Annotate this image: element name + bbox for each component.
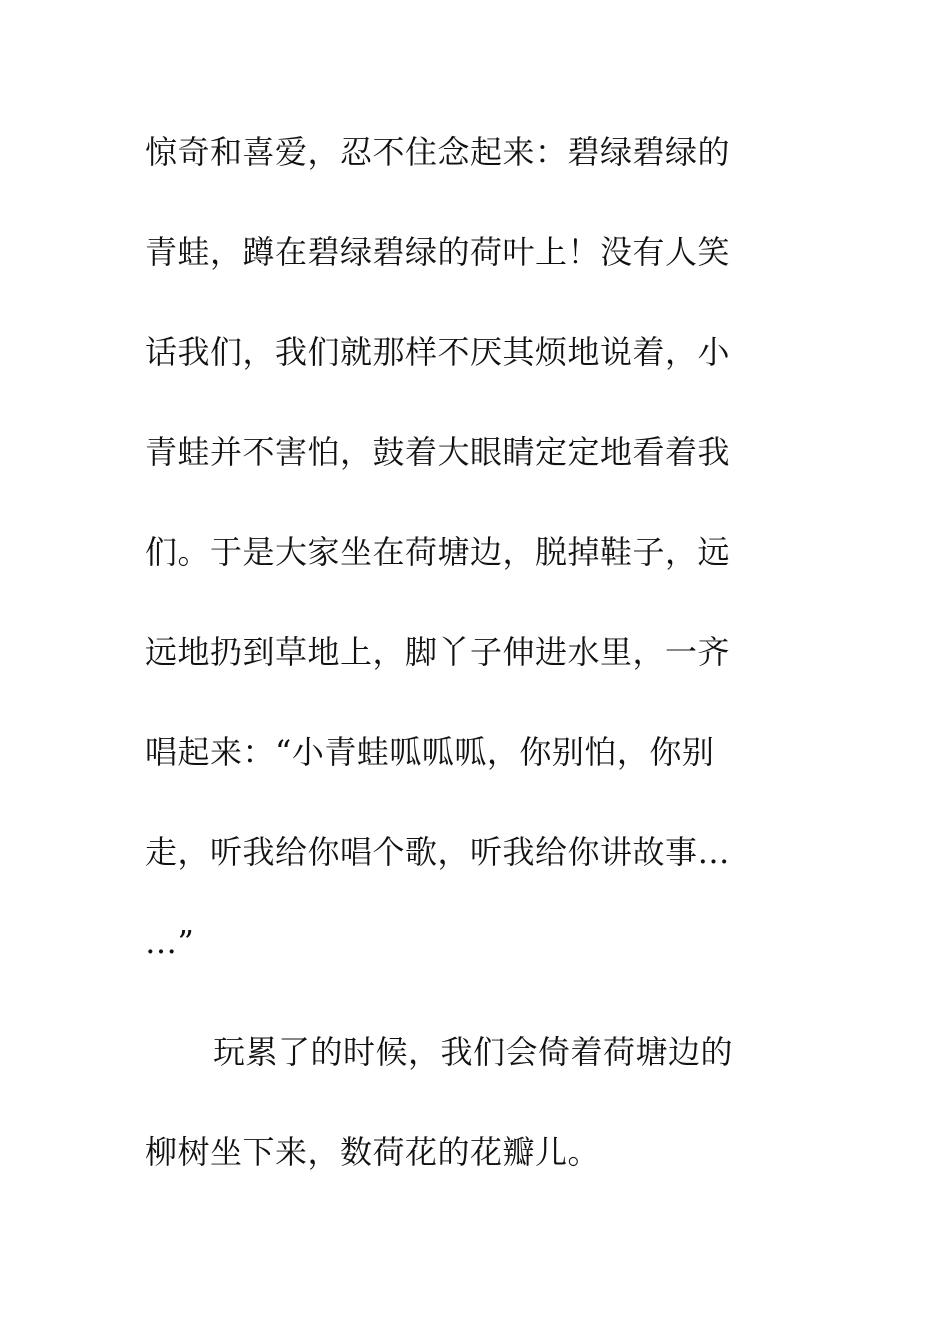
- paragraph-line: 青蛙并不害怕，鼓着大眼睛定定地看着我: [145, 433, 731, 471]
- paragraph-line: 惊奇和喜爱，忍不住念起来：碧绿碧绿的: [145, 133, 731, 171]
- paragraph-line: 柳树坐下来，数荷花的花瓣儿。: [145, 1133, 601, 1171]
- paragraph-line: 青蛙，蹲在碧绿碧绿的荷叶上！没有人笑: [145, 233, 731, 271]
- paragraph-line: 远地扔到草地上，脚丫子伸进水里，一齐: [145, 633, 731, 671]
- paragraph-line: …”: [145, 923, 195, 961]
- paragraph-line: 话我们，我们就那样不厌其烦地说着，小: [145, 333, 731, 371]
- paragraph-line: 们。于是大家坐在荷塘边，脱掉鞋子，远: [145, 533, 731, 571]
- paragraph-line: 唱起来：“小青蛙呱呱呱，你别怕，你别: [145, 733, 715, 771]
- paragraph-line: 玩累了的时候，我们会倚着荷塘边的: [213, 1033, 734, 1071]
- paragraph-line: 走，听我给你唱个歌，听我给你讲故事…: [145, 833, 731, 871]
